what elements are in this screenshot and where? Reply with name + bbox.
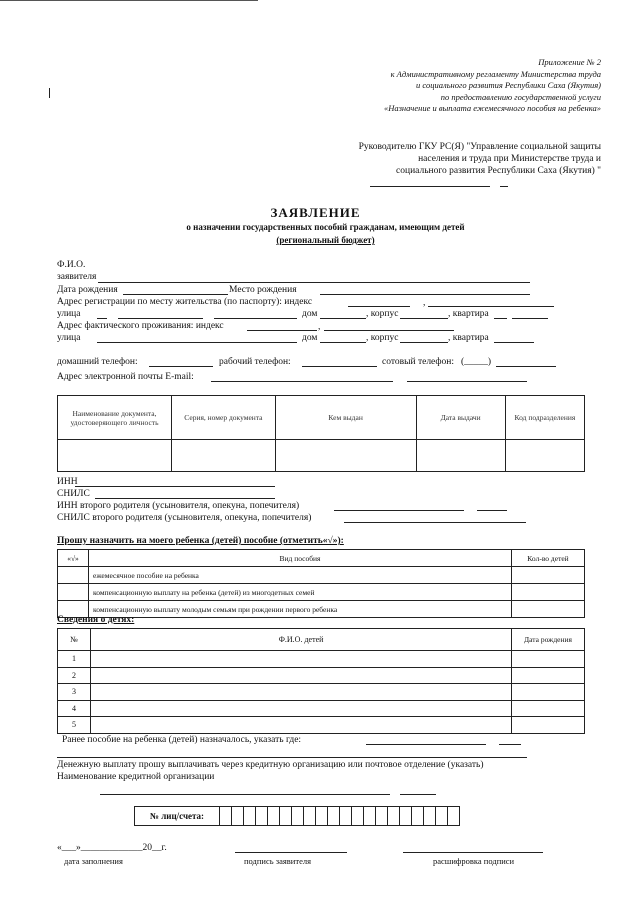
child-row-number: 5 [58, 717, 91, 734]
account-digit-cell[interactable] [424, 807, 436, 826]
document-title: ЗАЯВЛЕНИЕ [270, 205, 361, 220]
account-digit-cell[interactable] [376, 807, 388, 826]
mobile-phone-field[interactable] [496, 366, 556, 367]
fill-date-label: дата заполнения [64, 856, 123, 866]
apartment-label: , квартира [448, 333, 489, 343]
reg-address-label: Адрес регистрации по месту жительства (по паспорту): индекс [57, 297, 313, 307]
comma: , [318, 322, 321, 332]
appendix-line: Приложение № 2 [538, 57, 601, 67]
previous-benefit-label: Ранее пособие на ребенка (детей) назначалось, указать где: [62, 735, 302, 745]
doc-col-header: Код подразделения [505, 396, 584, 440]
doc-cell[interactable] [172, 440, 276, 472]
child-birth-cell[interactable] [512, 651, 585, 668]
signature-label: подпись заявителя [244, 856, 311, 866]
actual-address-label: Адрес фактического проживания: индекс [57, 321, 224, 331]
work-phone-field[interactable] [302, 366, 377, 367]
child-num-header: № [58, 629, 91, 651]
benefit-check-header: «√» [58, 550, 89, 567]
house-label: дом [302, 309, 318, 319]
addressee-line: социального развития Республики Саха (Якутия) " [396, 166, 601, 176]
budget-label: (региональный бюджет) [276, 235, 375, 245]
email-field[interactable] [211, 381, 393, 382]
snils-field[interactable] [95, 498, 275, 499]
account-digit-cell[interactable] [352, 807, 364, 826]
snils2-field[interactable] [344, 522, 526, 523]
house-field[interactable] [320, 318, 366, 319]
building-field[interactable] [400, 342, 448, 343]
actual-region-field[interactable] [324, 330, 454, 331]
account-digit-cell[interactable] [328, 807, 340, 826]
child-birth-header: Дата рождения [512, 629, 585, 651]
bank-label: Наименование кредитной организации [57, 772, 215, 782]
street-field[interactable] [97, 342, 297, 343]
reg-region-field[interactable] [428, 306, 554, 307]
inn-field[interactable] [75, 486, 275, 487]
benefit-count-header: Кол-во детей [512, 550, 585, 567]
bank-name-field[interactable] [100, 794, 390, 795]
work-phone-label: рабочий телефон: [219, 357, 291, 367]
account-digit-cell[interactable] [412, 807, 424, 826]
email-label: Адрес электронной почты E-mail: [57, 372, 194, 382]
benefit-count-cell[interactable] [512, 601, 585, 618]
apartment-field[interactable] [494, 318, 507, 319]
child-row-number: 2 [58, 667, 91, 684]
bank-name-field[interactable] [400, 794, 436, 795]
child-row-number: 3 [58, 684, 91, 701]
benefit-count-cell[interactable] [512, 584, 585, 601]
apartment-field[interactable] [494, 342, 534, 343]
building-field[interactable] [400, 318, 448, 319]
appendix-line: по предоставлению государственной услуги [440, 91, 601, 102]
child-birth-cell[interactable] [512, 717, 585, 734]
child-row-number: 1 [58, 651, 91, 668]
account-digit-cell[interactable] [280, 807, 292, 826]
account-digit-cell[interactable] [304, 807, 316, 826]
scan-artifact-mark [49, 88, 50, 98]
child-name-cell[interactable] [91, 667, 512, 684]
appendix-line: и социального развития Республики Саха (Якутия) [416, 80, 601, 90]
applicant-name-field[interactable] [98, 282, 530, 283]
appendix-line: «Назначение и выплата ежемесячного пособия на ребенка» [383, 103, 601, 113]
account-digit-cell[interactable] [448, 807, 460, 826]
comma: , [423, 298, 426, 308]
children-table [57, 628, 585, 734]
account-label: № лиц/счета: [135, 807, 220, 826]
building-label: , корпус [366, 333, 399, 343]
birth-date-label: Дата рождения [57, 285, 118, 295]
building-label: , корпус [366, 309, 399, 319]
fill-date-field[interactable]: «___»_____________20__г. [57, 843, 167, 853]
addressee-line: Руководителю ГКУ РС(Я) "Управление социальной защиты [358, 142, 601, 152]
benefit-type-label: компенсационную выплату на ребенка (детей) из многодетных семей [89, 584, 512, 601]
snils2-label: СНИЛС второго родителя (усыновителя, опекуна, попечителя) [57, 513, 312, 523]
benefit-type-header: Вид пособия [89, 550, 512, 567]
child-name-cell[interactable] [91, 651, 512, 668]
email-field[interactable] [407, 381, 527, 382]
account-digit-cell[interactable] [316, 807, 328, 826]
home-phone-field[interactable] [149, 366, 213, 367]
inn-label: ИНН [57, 477, 78, 487]
benefits-heading: Прошу назначить на моего ребенка (детей) пособие (отметить«√»): [57, 536, 344, 546]
birth-place-field[interactable] [320, 294, 530, 295]
doc-cell[interactable] [416, 440, 505, 472]
benefit-type-label: компенсационную выплату молодым семьям при рождении первого ребенка [89, 601, 512, 618]
payment-method-label: Денежную выплату прошу выплачивать через кредитную организацию или почтовое отделение (указать) [57, 760, 484, 770]
account-digit-cell[interactable] [340, 807, 352, 826]
doc-col-header: Серия, номер документа [172, 396, 276, 440]
child-name-header: Ф.И.О. детей [91, 629, 512, 651]
child-birth-cell[interactable] [512, 684, 585, 701]
appendix-line: к Административному регламенту Министерства труда [390, 68, 601, 79]
street-field[interactable] [97, 318, 107, 319]
scan-artifact-line [0, 0, 258, 1]
addressee-name-line [370, 186, 490, 187]
street-label: улица [57, 333, 81, 343]
street-label: улица [57, 309, 81, 319]
children-heading: Сведения о детях: [57, 615, 135, 625]
apartment-field[interactable] [512, 318, 548, 319]
account-digit-cell[interactable] [400, 807, 412, 826]
doc-cell[interactable] [275, 440, 416, 472]
reg-index-field[interactable] [348, 306, 410, 307]
child-name-cell[interactable] [91, 717, 512, 734]
child-row-number: 4 [58, 700, 91, 717]
signature-decode-label: расшифровка подписи [433, 856, 515, 866]
home-phone-label: домашний телефон: [57, 357, 138, 367]
inn2-label: ИНН второго родителя (усыновителя, опекуна, попечителя) [57, 501, 300, 511]
account-digit-cell[interactable] [388, 807, 400, 826]
addressee-block [359, 141, 601, 177]
fio-label: Ф.И.О. [57, 260, 86, 270]
house-label: дом [302, 333, 318, 343]
birth-place-label: Место рождения [229, 285, 297, 295]
account-digit-cell[interactable] [292, 807, 304, 826]
house-field[interactable] [320, 342, 366, 343]
doc-col-header: Наименование документа, удостоверяющего личность [58, 396, 172, 440]
signature-field[interactable] [235, 852, 347, 853]
benefits-table [57, 549, 585, 618]
previous-benefit-field[interactable] [499, 744, 521, 745]
previous-benefit-field-2[interactable] [57, 757, 527, 758]
identity-document-table [57, 395, 585, 472]
benefit-checkbox[interactable] [58, 584, 89, 601]
street-field[interactable] [118, 318, 203, 319]
account-digit-cell[interactable] [256, 807, 268, 826]
doc-cell[interactable] [505, 440, 584, 472]
document-subtitle: о назначении государственных пособий гражданам, имеющим детей [186, 222, 465, 232]
actual-index-field[interactable] [247, 330, 317, 331]
account-digit-cell[interactable] [364, 807, 376, 826]
snils-label: СНИЛС [57, 489, 90, 499]
birth-date-field[interactable] [123, 294, 228, 295]
signature-decode-field[interactable] [403, 852, 543, 853]
account-digit-cell[interactable] [244, 807, 256, 826]
doc-col-header: Дата выдачи [416, 396, 505, 440]
doc-cell[interactable] [58, 440, 172, 472]
account-digit-cell[interactable] [436, 807, 448, 826]
benefit-checkbox[interactable] [58, 567, 89, 584]
account-digit-cell[interactable] [232, 807, 244, 826]
apartment-label: , квартира [448, 309, 489, 319]
account-digit-cell[interactable] [220, 807, 232, 826]
benefit-type-label: ежемесячное пособие на ребенка [89, 567, 512, 584]
doc-col-header: Кем выдан [275, 396, 416, 440]
street-field[interactable] [214, 318, 297, 319]
child-name-cell[interactable] [91, 700, 512, 717]
addressee-name-line [500, 186, 508, 187]
appendix-block [384, 57, 601, 115]
applicant-label: заявителя [57, 272, 97, 282]
previous-benefit-field[interactable] [366, 744, 486, 745]
benefit-count-cell[interactable] [512, 567, 585, 584]
inn2-field[interactable] [477, 510, 507, 511]
child-name-cell[interactable] [91, 684, 512, 701]
inn2-field[interactable] [334, 510, 464, 511]
mobile-phone-label: сотовый телефон: [382, 357, 455, 367]
account-number-table [134, 806, 460, 826]
addressee-line: населения и труда при Министерстве труда и [418, 154, 601, 164]
child-birth-cell[interactable] [512, 700, 585, 717]
mobile-code-field[interactable]: (_____) [461, 357, 492, 367]
account-digit-cell[interactable] [268, 807, 280, 826]
child-birth-cell[interactable] [512, 667, 585, 684]
